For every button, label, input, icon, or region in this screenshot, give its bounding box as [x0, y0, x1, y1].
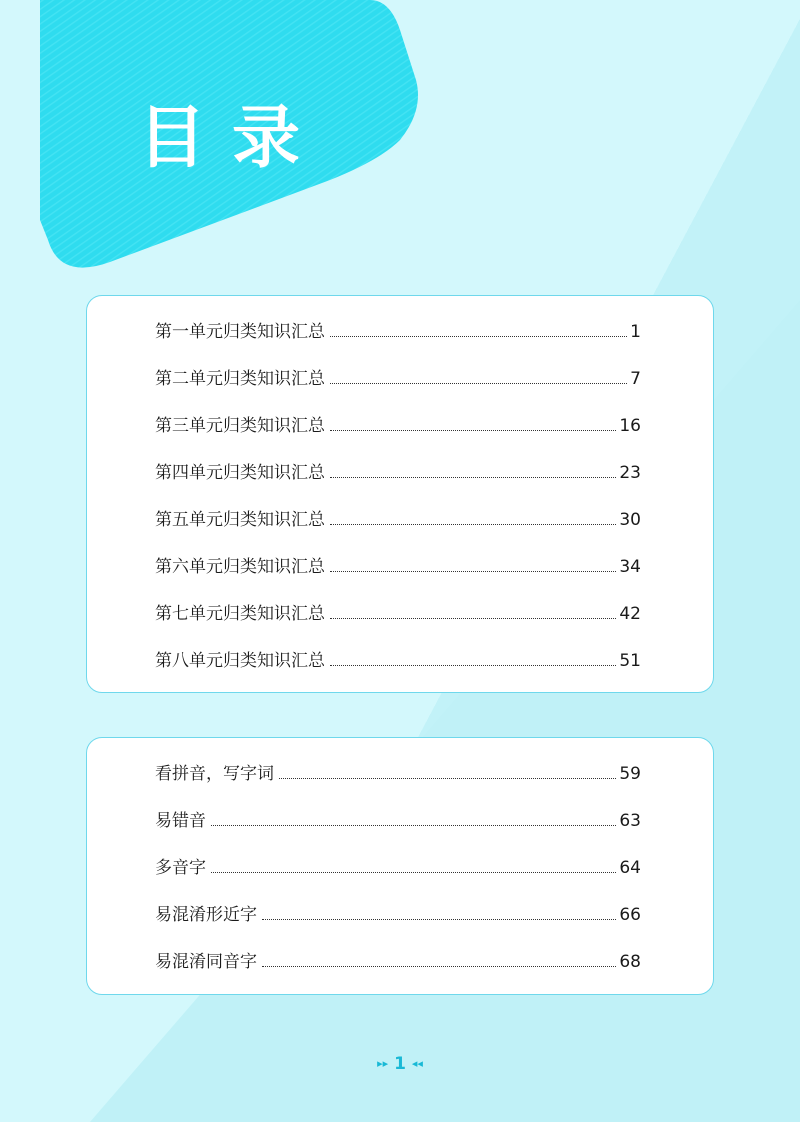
toc-entry-page: 34	[619, 557, 641, 577]
toc-entry-label: 第八单元归类知识汇总	[155, 651, 325, 671]
toc-entry-label: 第三单元归类知识汇总	[155, 416, 325, 436]
leader-dots	[330, 430, 616, 431]
double-chevron-right-icon: ▸▸	[377, 1057, 389, 1070]
toc-entry-page: 64	[619, 858, 641, 878]
toc-entry-page: 63	[619, 811, 641, 831]
toc-entry-page: 51	[619, 651, 641, 671]
toc-entry-label: 看拼音，写字词	[155, 764, 274, 784]
toc-entry-label: 第四单元归类知识汇总	[155, 463, 325, 483]
leader-dots	[279, 778, 616, 779]
toc-entry[interactable]	[155, 365, 641, 389]
leader-dots	[330, 383, 627, 384]
leader-dots	[262, 919, 616, 920]
toc-entry[interactable]	[155, 807, 641, 831]
toc-entry-label: 第七单元归类知识汇总	[155, 604, 325, 624]
toc-entry[interactable]	[155, 901, 641, 925]
leader-dots	[262, 966, 616, 967]
toc-entry-page: 59	[619, 764, 641, 784]
toc-entry-page: 16	[619, 416, 641, 436]
toc-entry[interactable]	[155, 459, 641, 483]
page-number-value: 1	[394, 1054, 406, 1074]
toc-entry-page: 66	[619, 905, 641, 925]
page-number	[0, 1054, 800, 1074]
toc-entry[interactable]	[155, 948, 641, 972]
toc-entry-page: 68	[619, 952, 641, 972]
toc-entry-label: 第五单元归类知识汇总	[155, 510, 325, 530]
leader-dots	[330, 665, 616, 666]
toc-entry-label: 第二单元归类知识汇总	[155, 369, 325, 389]
toc-entry-page: 42	[619, 604, 641, 624]
leader-dots	[330, 477, 616, 478]
toc-entry-label: 第六单元归类知识汇总	[155, 557, 325, 577]
toc-entry[interactable]	[155, 647, 641, 671]
leader-dots	[330, 571, 616, 572]
toc-entry[interactable]	[155, 318, 641, 342]
units-toc-card	[86, 295, 714, 693]
page-title: 目录	[138, 99, 327, 178]
toc-entry-page: 30	[619, 510, 641, 530]
toc-entry[interactable]	[155, 760, 641, 784]
toc-entry[interactable]	[155, 553, 641, 577]
double-chevron-left-icon: ◂◂	[411, 1057, 423, 1070]
toc-entry-page: 1	[630, 322, 641, 342]
leader-dots	[211, 872, 616, 873]
toc-entry-page: 23	[619, 463, 641, 483]
toc-entry-label: 易错音	[155, 811, 206, 831]
toc-entry[interactable]	[155, 506, 641, 530]
leader-dots	[330, 336, 627, 337]
toc-entry-label: 第一单元归类知识汇总	[155, 322, 325, 342]
special-topics-toc-card	[86, 737, 714, 995]
toc-entry[interactable]	[155, 854, 641, 878]
toc-entry-label: 易混淆形近字	[155, 905, 257, 925]
toc-entry-label: 易混淆同音字	[155, 952, 257, 972]
toc-entry[interactable]	[155, 600, 641, 624]
leader-dots	[211, 825, 616, 826]
toc-entry-page: 7	[630, 369, 641, 389]
toc-entry-label: 多音字	[155, 858, 206, 878]
toc-entry[interactable]	[155, 412, 641, 436]
leader-dots	[330, 618, 616, 619]
leader-dots	[330, 524, 616, 525]
